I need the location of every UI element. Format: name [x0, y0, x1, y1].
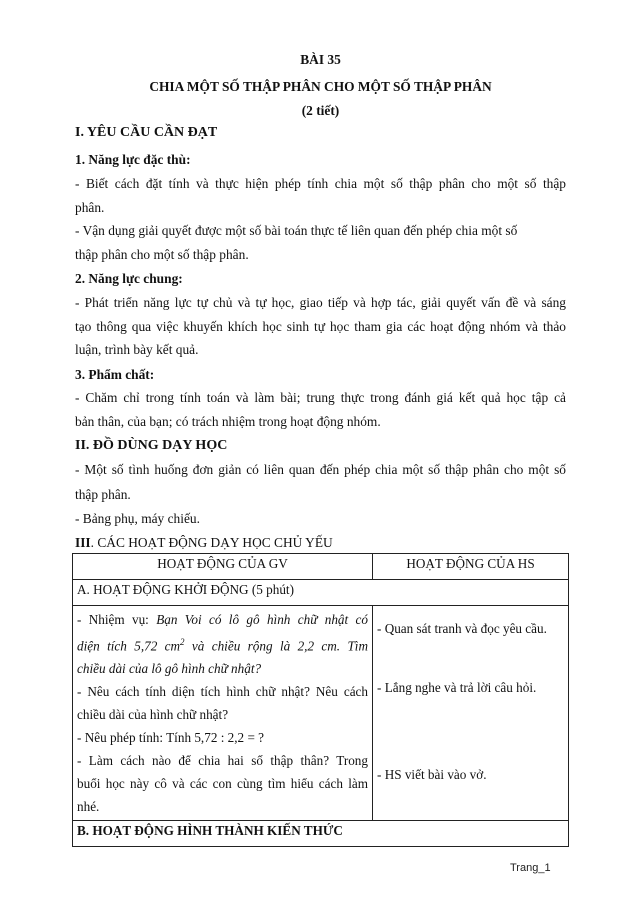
lesson-periods: (2 tiết)	[301, 103, 340, 118]
task-line: diện tích 5,72 $cm^2$ và chiều rộng là 2,2 cm. Tìm	[77, 637, 368, 654]
page-number: Trang_1	[510, 862, 551, 874]
body-line: - Biết cách đặt tính và thực hiện phép tính chia một số thập phân cho một số thập	[75, 176, 566, 191]
body-line: - Phát triển năng lực tự chủ và tự học, giao tiếp và hợp tác, giải quyết vấn đề và sáng	[75, 295, 566, 310]
section-3-heading	[75, 534, 566, 551]
subsection-1-heading: 1. Năng lực đặc thù:	[75, 152, 191, 167]
body-line: thập phân cho một số thập phân.	[75, 247, 249, 262]
body-line: luận, trình bày kết quả.	[75, 342, 199, 357]
subsection-2-heading: 2. Năng lực chung:	[75, 271, 183, 286]
body-line: - Chăm chỉ trong tính toán và làm bài; trung thực trong đánh giá kết quả học tập cả	[75, 390, 566, 405]
student-activity: - Lắng nghe và trả lời câu hỏi.	[377, 679, 537, 695]
body-line: thập phân.	[75, 487, 131, 502]
body-line: - Bảng phụ, máy chiếu.	[75, 511, 200, 526]
body-line: - Vận dụng giải quyết được một số bài toán thực tế liên quan đến phép chia một số	[75, 223, 518, 238]
task-line: - Nhiệm vụ: Bạn Voi có lô gô hình chữ nhật có	[77, 612, 368, 627]
question-line: chiều dài của hình chữ nhật?	[77, 707, 229, 723]
question-line: - Nêu cách tính diện tích hình chữ nhật? Nêu cách	[77, 684, 368, 700]
activities-table	[72, 553, 569, 847]
section-2-heading: II. ĐỒ DÙNG DẠY HỌC	[75, 438, 228, 453]
body-line: tạo thông qua việc khuyến khích học sinh tự học tham gia các hoạt động nhóm và thảo	[75, 319, 566, 334]
question-line: buổi học này cô và các con cùng tìm hiểu cách làm	[77, 776, 368, 792]
section-3-heading-number: III	[75, 535, 91, 550]
body-line: phân.	[75, 200, 105, 215]
section-a-row: A. HOẠT ĐỘNG KHỞI ĐỘNG (5 phút)	[73, 580, 569, 606]
body-line: - Một số tình huống đơn giản có liên quan đến phép chia một số thập phân cho một số	[75, 462, 566, 477]
question-line: - Làm cách nào để chia hai số thập thân? Trong	[77, 753, 368, 769]
question-line: nhé.	[77, 799, 100, 815]
task-line: chiều dài của lô gô hình chữ nhật?	[77, 661, 262, 677]
section-b-row: B. HOẠT ĐỘNG HÌNH THÀNH KIẾN THỨC	[73, 821, 569, 847]
student-activities-cell	[373, 606, 569, 821]
student-activity: - HS viết bài vào vở.	[377, 767, 487, 783]
lesson-title: CHIA MỘT SỐ THẬP PHÂN CHO MỘT SỐ THẬP PHÂN	[149, 79, 492, 94]
section-1-heading: I. YÊU CẦU CẦN ĐẠT	[75, 125, 218, 140]
section-3-heading-text: . CÁC HOẠT ĐỘNG DẠY HỌC CHỦ YẾU	[90, 535, 333, 550]
lesson-number: BÀI 35	[300, 52, 341, 67]
question-line: - Nêu phép tính: Tính 5,72 : 2,2 = ?	[77, 730, 265, 746]
subsection-3-heading: 3. Phẩm chất:	[75, 367, 155, 382]
body-line: bản thân, của bạn; có trách nhiệm trong hoạt động nhóm.	[75, 414, 381, 429]
teacher-activities-cell	[73, 606, 373, 821]
student-activity: - Quan sát tranh và đọc yêu cầu.	[377, 621, 547, 637]
column-header-gv: HOẠT ĐỘNG CỦA GV	[73, 554, 373, 580]
column-header-hs: HOẠT ĐỘNG CỦA HS	[373, 554, 569, 580]
